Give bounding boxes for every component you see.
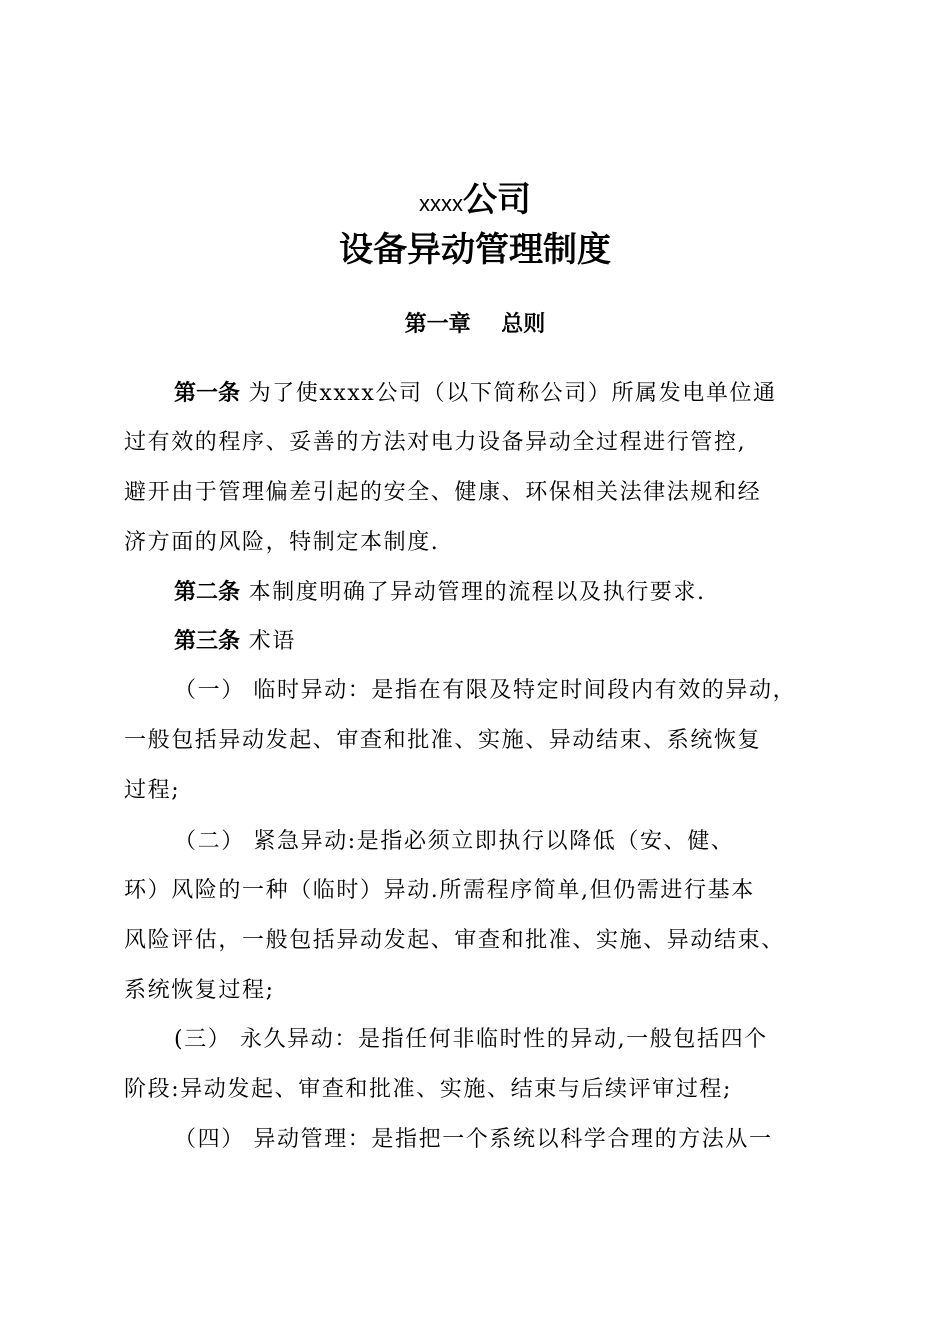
chapter-heading: 第一章 总则 (404, 312, 546, 337)
line-text: 术语 (240, 629, 296, 654)
company-title (0, 178, 950, 226)
line-text: 系统恢复过程; (124, 978, 275, 1003)
line-text: （四） 异动管理：是指把一个系统以科学合理的方法从一 (174, 1127, 773, 1152)
text-line-3 (124, 476, 761, 510)
company-prefix: xxxx (419, 191, 463, 216)
text-line-4 (124, 526, 439, 560)
line-text: 过程; (124, 778, 181, 803)
text-line-8 (124, 724, 761, 758)
text-line-10 (174, 825, 734, 859)
document-title: 设备异动管理制度 (339, 230, 611, 270)
text-line-15 (124, 1073, 732, 1107)
text-line-11 (124, 874, 755, 908)
line-text: 风险评估，一般包括异动发起、审查和批准、实施、异动结束、 (124, 928, 785, 953)
text-line-2 (124, 426, 746, 460)
line-text: 过有效的程序、妥善的方法对电力设备异动全过程进行管控, (124, 430, 747, 455)
text-line-16 (174, 1123, 773, 1157)
line-text: 避开由于管理偏差引起的安全、健康、环保相关法律法规和经 (124, 480, 762, 505)
text-line-1 (174, 377, 777, 411)
article-label: 第二条 (174, 580, 241, 605)
line-text: （一） 临时异动：是指在有限及特定时间段内有效的异动， (174, 678, 797, 703)
article-label: 第三条 (174, 629, 241, 654)
text-line-6 (174, 625, 296, 659)
line-text: 为了使xxxx公司（以下简称公司）所属发电单位通 (240, 381, 777, 406)
text-line-12 (124, 924, 785, 958)
article-label: 第一条 (174, 381, 241, 406)
text-line-5 (174, 576, 706, 610)
line-text: 一般包括异动发起、审查和批准、实施、异动结束、系统恢复 (124, 728, 762, 753)
text-line-7 (174, 674, 796, 708)
line-text: 济方面的风险，特制定本制度. (124, 530, 440, 555)
text-line-14 (174, 1023, 768, 1057)
text-line-13 (124, 974, 275, 1008)
line-text: 阶段:异动发起、审查和批准、实施、结束与后续评审过程; (124, 1077, 733, 1102)
line-text: （二） 紧急异动:是指必须立即执行以降低（安、健、 (174, 829, 735, 854)
line-text: (三） 永久异动：是指任何非临时性的异动,一般包括四个 (174, 1027, 768, 1052)
text-line-9 (124, 774, 180, 808)
line-text: 本制度明确了异动管理的流程以及执行要求. (240, 580, 706, 605)
line-text: 环）风险的一种（临时）异动.所需程序简单,但仍需进行基本 (124, 878, 755, 903)
company-suffix: 公司 (463, 180, 531, 220)
